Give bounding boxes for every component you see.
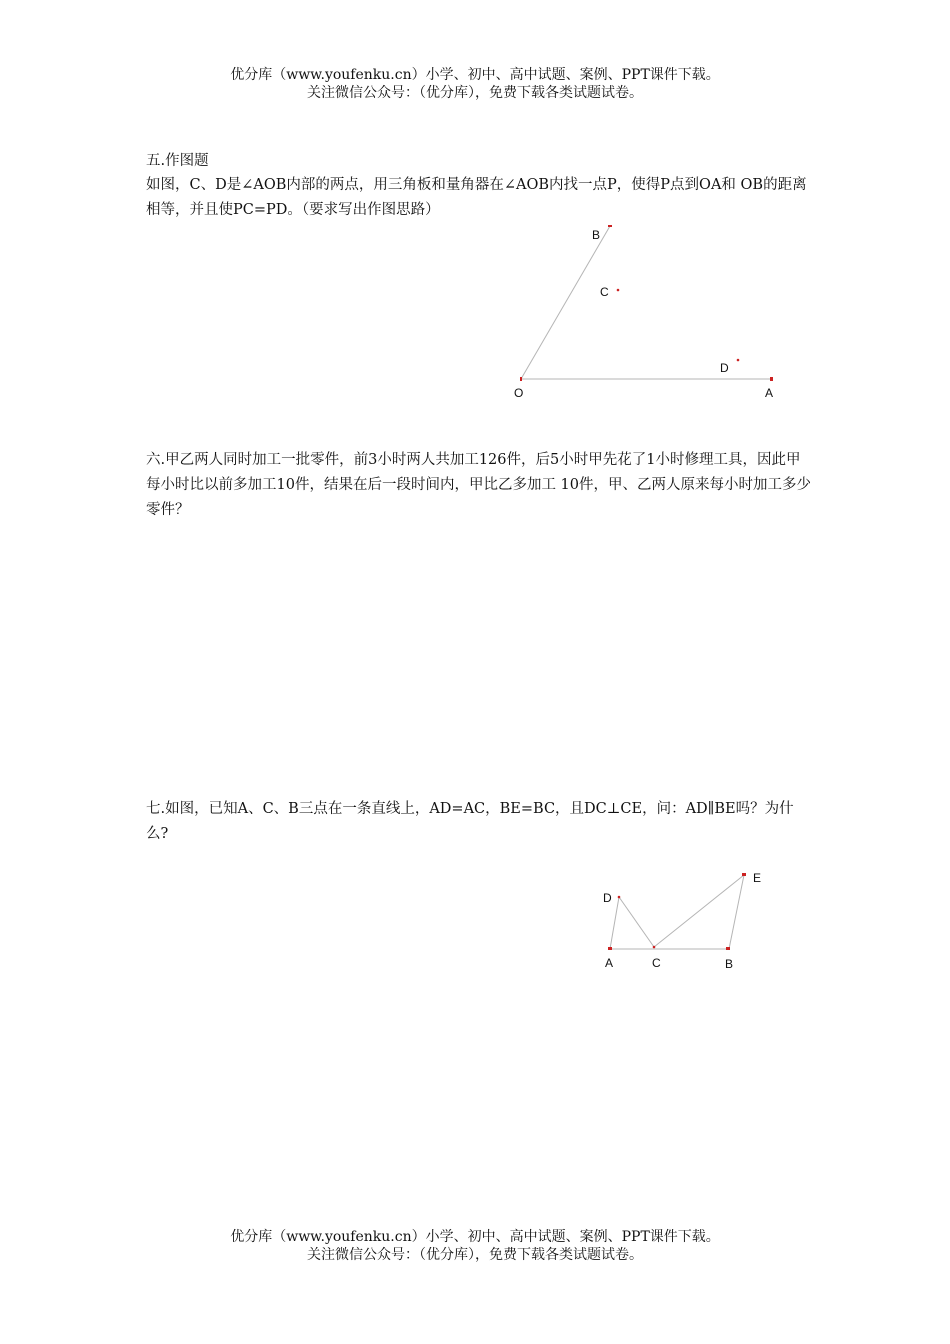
segment-be <box>729 875 744 949</box>
point-a-marker <box>770 377 773 381</box>
label-b2: B <box>725 957 734 971</box>
label-b: B <box>592 228 601 242</box>
label-d: D <box>720 361 729 375</box>
q5-body: 如图，C、D是∠AOB内部的两点，用三角板和量角器在∠AOB内找一点P，使得P点到OA和 OB的距离相等，并且使PC=PD。（要求写出作图思路） <box>146 177 807 218</box>
q7-body: 七.如图，已知A、C、B三点在一条直线上，AD=AC，BE=BC，且DC⊥CE，问：AD∥BE吗？为什么? <box>146 801 794 842</box>
q6-body: 六.甲乙两人同时加工一批零件，前3小时两人共加工126件，后5小时甲先花了1小时修理工具，因此甲每小时比以前多加工10件，结果在后一段时间内，甲比乙多加工 10件，甲、乙两人原来每小时加工多少零件？ <box>146 452 812 518</box>
q5-title: 五.作图题 <box>146 153 209 169</box>
label-c: C <box>600 285 609 299</box>
footer-line-1: 优分库（www.youfenku.cn）小学、初中、高中试题、案例、PPT课件下载。 <box>230 1229 720 1245</box>
point-c-marker <box>617 289 620 292</box>
label-d2: D <box>603 891 612 905</box>
segment-dc <box>619 897 654 947</box>
point-e-marker <box>742 873 746 876</box>
ray-ob <box>521 226 610 379</box>
figure-angle-aob <box>514 225 773 400</box>
label-a2: A <box>605 956 614 970</box>
point-b2-marker <box>726 947 730 950</box>
point-a2-marker <box>608 947 612 950</box>
point-o-marker <box>520 377 522 381</box>
figure-adbe <box>603 871 761 971</box>
point-d-marker <box>737 359 740 362</box>
label-a: A <box>765 386 774 400</box>
page-footer <box>0 1228 950 1264</box>
point-b-marker <box>608 225 612 227</box>
header-line-1: 优分库（www.youfenku.cn）小学、初中、高中试题、案例、PPT课件下载。 <box>230 67 720 83</box>
label-c2: C <box>652 956 661 970</box>
label-o: O <box>514 386 524 400</box>
footer-line-2: 关注微信公众号：（优分库），免费下载各类试题试卷。 <box>307 1247 643 1263</box>
label-e: E <box>753 871 762 885</box>
point-c2-marker <box>653 946 656 949</box>
header-line-2: 关注微信公众号：（优分库），免费下载各类试题试卷。 <box>307 85 643 101</box>
segment-ce <box>654 875 744 947</box>
point-d2-marker <box>618 896 621 899</box>
